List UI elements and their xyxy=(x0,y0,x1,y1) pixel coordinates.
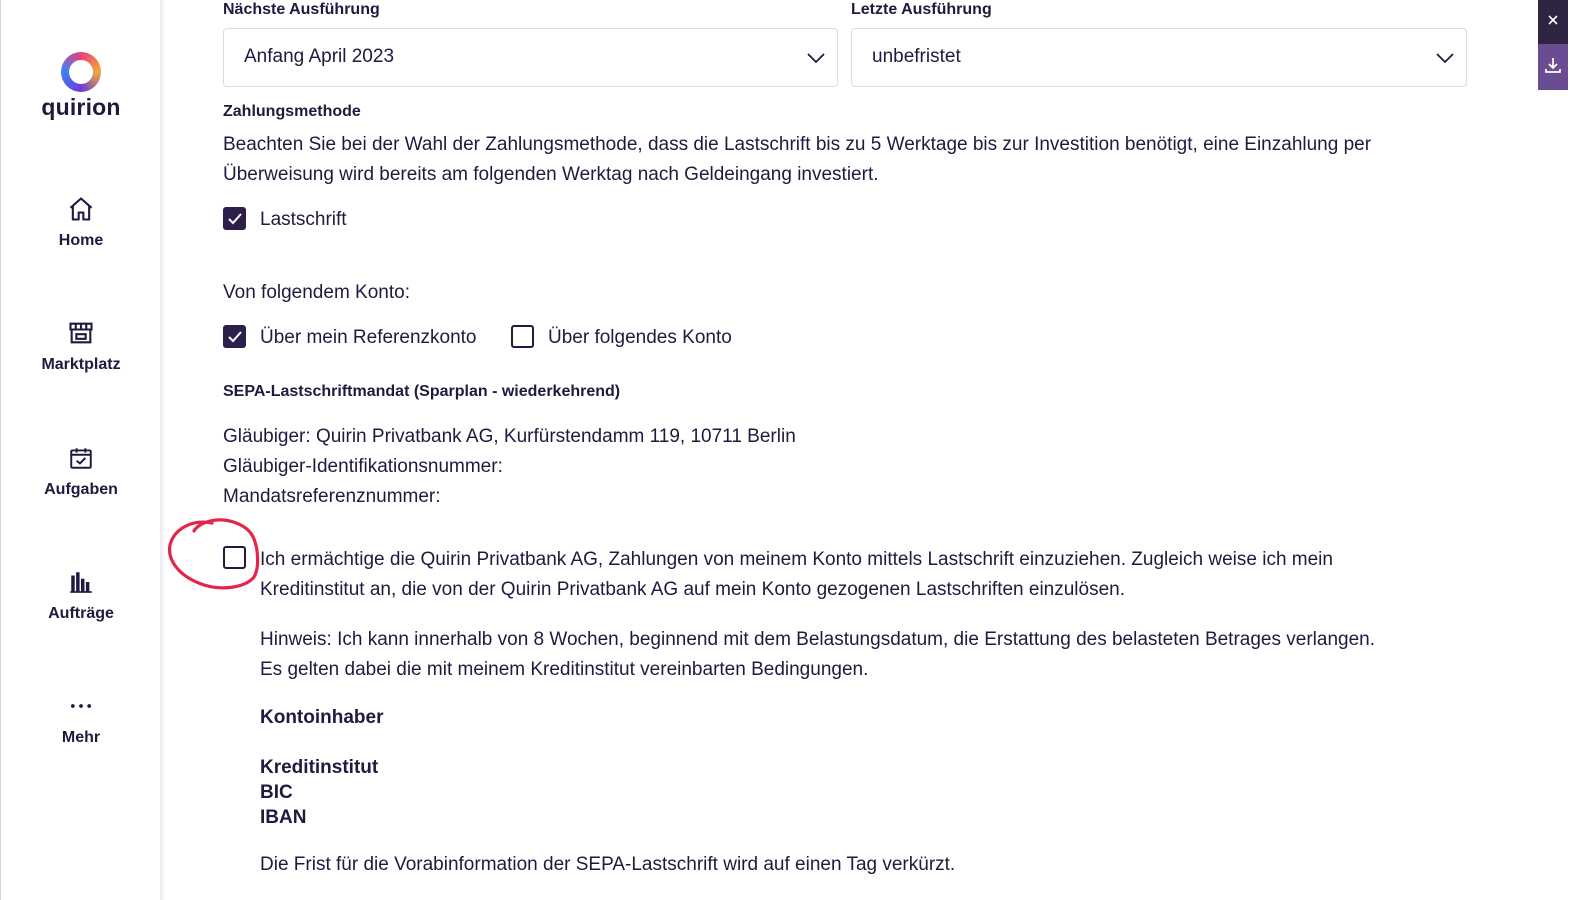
payment-method-hint-line2: Überweisung wird bereits am folgenden Werktag nach Geldeingang investiert. xyxy=(223,164,879,185)
account-holder-label: Kontoinhaber xyxy=(260,707,384,728)
chevron-down-icon xyxy=(1436,51,1454,69)
other-account-label[interactable]: Über folgendes Konto xyxy=(548,327,732,348)
sidebar xyxy=(0,0,162,900)
sepa-consent-checkbox[interactable] xyxy=(223,546,246,569)
creditor-info: Gläubiger: Quirin Privatbank AG, Kurfürstendamm 119, 10711 Berlin xyxy=(223,426,796,447)
window-edge xyxy=(1568,0,1579,900)
sidebar-item-label: Marktplatz xyxy=(41,356,121,373)
prenotification-text: Die Frist für die Vorabinformation der SEPA-Lastschrift wird auf einen Tag verkürzt. xyxy=(260,854,956,875)
sidebar-item-aufgaben[interactable] xyxy=(1,443,161,499)
last-execution-value: unbefristet xyxy=(872,46,961,67)
next-execution-select[interactable] xyxy=(223,28,838,87)
bar-chart-icon xyxy=(1,567,161,597)
next-execution-value: Anfang April 2023 xyxy=(244,46,395,67)
account-source-label: Von folgendem Konto: xyxy=(223,282,410,303)
close-icon xyxy=(1547,13,1559,31)
sidebar-item-mehr[interactable] xyxy=(1,691,161,747)
sidebar-item-label: Home xyxy=(58,232,104,249)
close-button[interactable] xyxy=(1538,0,1568,44)
sepa-mandate-heading: SEPA-Lastschriftmandat (Sparplan - wiederkehrend) xyxy=(223,383,621,400)
sidebar-divider xyxy=(160,0,166,900)
lastschrift-label[interactable]: Lastschrift xyxy=(260,209,347,230)
reference-account-label[interactable]: Über mein Referenzkonto xyxy=(260,327,477,348)
other-account-checkbox[interactable] xyxy=(511,325,534,348)
sidebar-item-label: Aufträge xyxy=(48,605,114,622)
bank-label: Kreditinstitut xyxy=(260,757,379,778)
download-button[interactable] xyxy=(1538,44,1568,90)
sepa-consent-line2[interactable]: Kreditinstitut an, die von der Quirin Privatbank AG auf mein Konto gezogenen Lastschriften einzulösen. xyxy=(260,579,1126,600)
sepa-note-line2: Es gelten dabei die mit meinem Kreditinstitut vereinbarten Bedingungen. xyxy=(260,659,869,680)
more-dots-icon xyxy=(1,691,161,721)
sidebar-item-marktplatz[interactable] xyxy=(1,318,161,374)
chevron-down-icon xyxy=(807,51,825,69)
logo[interactable] xyxy=(1,52,161,121)
payment-method-hint-line1: Beachten Sie bei der Wahl der Zahlungsmethode, dass die Lastschrift bis zu 5 Werktage bis zur Investition benötigt, eine Einzahlung per xyxy=(223,134,1372,155)
sepa-note-line1: Hinweis: Ich kann innerhalb von 8 Wochen, beginnend mit dem Belastungsdatum, die Erstattung des belasteten Betrages verlangen. xyxy=(260,629,1375,650)
annotation-circle-icon xyxy=(166,515,262,593)
sidebar-item-home[interactable] xyxy=(1,194,161,250)
bic-label: BIC xyxy=(260,782,293,803)
sidebar-item-label: Mehr xyxy=(61,729,101,746)
sidebar-item-auftraege[interactable] xyxy=(1,567,161,623)
logo-text: quirion xyxy=(41,94,121,120)
store-icon xyxy=(1,318,161,348)
last-execution-select[interactable] xyxy=(851,28,1467,87)
creditor-id: Gläubiger-Identifikationsnummer: xyxy=(223,456,503,477)
reference-account-checkbox[interactable] xyxy=(223,325,246,348)
next-execution-label: Nächste Ausführung xyxy=(223,1,380,18)
sepa-consent-line1[interactable]: Ich ermächtige die Quirin Privatbank AG, Zahlungen von meinem Konto mittels Lastschrift einzuziehen. Zugleich weise ich mein xyxy=(260,549,1333,570)
lastschrift-checkbox[interactable] xyxy=(223,207,246,230)
mandate-reference: Mandatsreferenznummer: xyxy=(223,486,441,507)
iban-label: IBAN xyxy=(260,807,307,828)
sidebar-item-label: Aufgaben xyxy=(44,481,118,498)
calendar-check-icon xyxy=(1,443,161,473)
payment-method-heading: Zahlungsmethode xyxy=(223,103,361,120)
last-execution-label: Letzte Ausführung xyxy=(851,1,992,18)
home-icon xyxy=(1,194,161,224)
download-icon xyxy=(1543,55,1563,80)
quirion-logo-icon xyxy=(61,52,101,92)
